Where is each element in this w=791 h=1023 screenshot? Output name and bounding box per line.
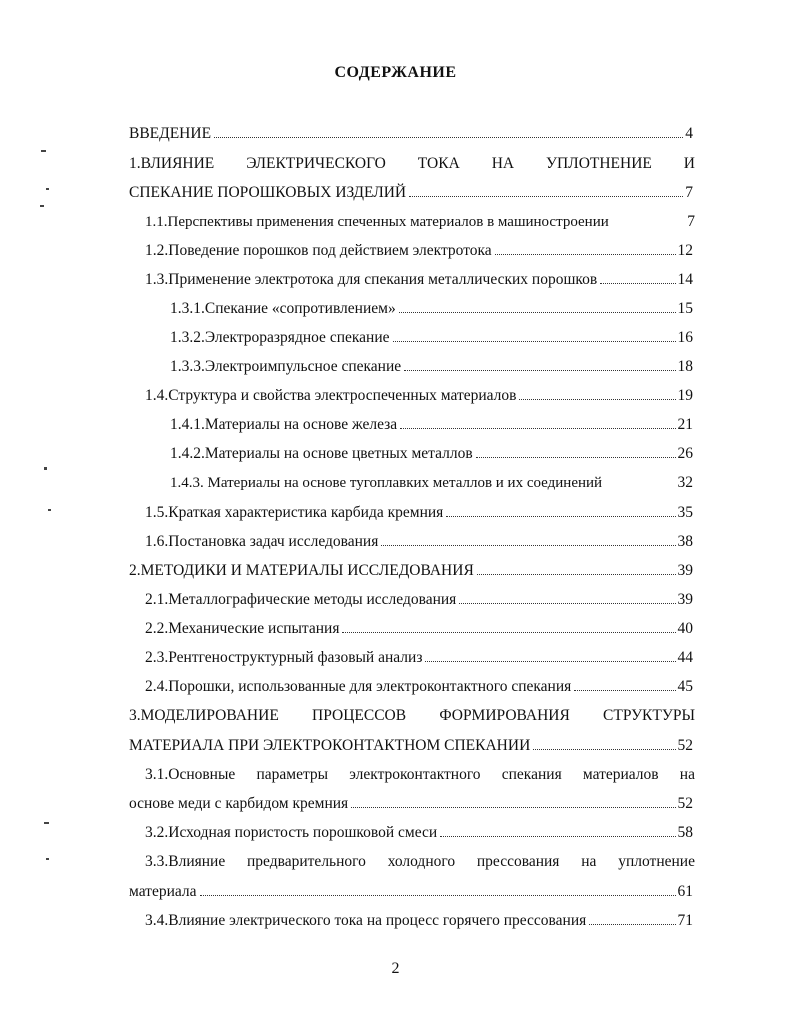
toc-entry-text: 2.2.Механические испытания	[145, 620, 340, 637]
toc-entry-1-1[interactable]	[145, 212, 695, 232]
word: 3.3.Влияние	[145, 853, 226, 870]
word: ЭЛЕКТРИЧЕСКОГО	[246, 155, 386, 172]
word: уплотнение	[618, 853, 695, 870]
word: НА	[491, 155, 515, 172]
toc-entry-3-1-line1[interactable]	[145, 765, 695, 785]
toc-entry-text: ВВЕДЕНИЕ	[129, 125, 212, 142]
dot-leader	[589, 923, 675, 925]
toc-entry-page: 52	[677, 795, 693, 812]
dot-leader	[425, 660, 675, 662]
word: ПРОЦЕССОВ	[312, 707, 407, 724]
toc-entry-text: материала	[129, 883, 197, 900]
toc-entry-1-6[interactable]	[145, 532, 693, 552]
toc-entry-3-1[interactable]	[129, 794, 693, 814]
dot-leader	[214, 136, 683, 138]
toc-entry-text: 1.4.3. Материалы на основе тугоплавких металлов и их соединений	[170, 475, 603, 491]
toc-entry-text: 1.4.Структура и свойства электроспеченных материалов	[145, 387, 517, 404]
toc-entry-text: 1.3.Применение электротока для спекания металлических порошков	[145, 271, 598, 288]
toc-entry-page: 45	[677, 678, 693, 695]
dot-leader	[409, 195, 683, 197]
page-number: 2	[391, 960, 400, 977]
dot-leader	[400, 427, 675, 429]
word: холодного	[387, 853, 456, 870]
toc-entry-1-3-2[interactable]	[170, 328, 693, 348]
scan-speck	[44, 822, 49, 824]
toc-entry-text: 3.2.Исходная пористость порошковой смеси	[145, 824, 438, 841]
scan-speck	[48, 509, 51, 511]
toc-entry-page: 58	[677, 824, 693, 841]
toc-entry-text: 1.5.Краткая характеристика карбида кремния	[145, 504, 444, 521]
dot-leader	[574, 689, 675, 691]
word: материалов	[582, 766, 659, 783]
toc-entry-page: 39	[677, 562, 693, 579]
dot-leader	[399, 311, 676, 313]
toc-entry-1-4-1[interactable]	[170, 415, 693, 435]
toc-entry-2-1[interactable]	[145, 590, 693, 610]
toc-entry-page: 18	[677, 358, 693, 375]
toc-entry-ch3-line1[interactable]	[129, 706, 695, 726]
toc-entry-1-4-3[interactable]	[170, 473, 693, 493]
toc-entry-page: 4	[685, 125, 693, 142]
toc-entry-text: 1.3.2.Электроразрядное спекание	[170, 329, 390, 346]
toc-entry-page: 7	[685, 184, 693, 201]
toc-entry-page: 26	[677, 445, 693, 462]
scan-speck	[46, 858, 49, 860]
toc-entry-text: основе меди с карбидом кремния	[129, 795, 349, 812]
toc-entry-text: 1.6.Постановка задач исследования	[145, 533, 379, 550]
word: 3.1.Основные	[145, 766, 236, 783]
scan-speck	[40, 205, 44, 207]
toc-entry-page: 61	[677, 883, 693, 900]
scan-speck	[46, 188, 49, 190]
toc-entry-page: 15	[677, 300, 693, 317]
toc-entry-1-3-3[interactable]	[170, 357, 693, 377]
toc-entry-3-3-line1[interactable]	[145, 852, 695, 872]
toc-entry-2-2[interactable]	[145, 619, 693, 639]
word: УПЛОТНЕНИЕ	[546, 155, 652, 172]
word: 1.ВЛИЯНИЕ	[129, 155, 215, 172]
toc-entry-page: 12	[677, 242, 693, 259]
toc-entry-1-5[interactable]	[145, 503, 693, 523]
toc-entry-2-3[interactable]	[145, 648, 693, 668]
scan-speck	[44, 467, 47, 470]
word: прессования	[476, 853, 560, 870]
toc-entry-1-3-1[interactable]	[170, 299, 693, 319]
scan-speck	[41, 150, 46, 152]
dot-leader	[393, 340, 676, 342]
dot-leader	[351, 806, 675, 808]
dot-leader	[495, 253, 676, 255]
toc-entry-text: 1.1.Перспективы применения спеченных материалов в машиностроении	[145, 214, 609, 230]
toc-entry-1-4-2[interactable]	[170, 444, 693, 464]
toc-entry-ch2[interactable]	[129, 561, 693, 581]
toc-entry-page: 44	[677, 649, 693, 666]
word: на	[581, 853, 597, 870]
toc-entry-text: СПЕКАНИЕ ПОРОШКОВЫХ ИЗДЕЛИЙ	[129, 184, 407, 201]
dot-leader	[381, 544, 675, 546]
toc-entry-text: 2.МЕТОДИКИ И МАТЕРИАЛЫ ИССЛЕДОВАНИЯ	[129, 562, 474, 579]
word: 3.МОДЕЛИРОВАНИЕ	[129, 707, 279, 724]
word: электроконтактного	[349, 766, 481, 783]
toc-entry-page: 32	[677, 474, 693, 491]
toc-entry-page: 40	[677, 620, 693, 637]
toc-entry-page: 21	[677, 416, 693, 433]
dot-leader	[477, 573, 676, 575]
dot-leader	[446, 515, 675, 517]
toc-entry-page: 39	[677, 591, 693, 608]
dot-leader	[476, 456, 676, 458]
page-title: СОДЕРЖАНИЕ	[334, 64, 457, 81]
toc-entry-1-4[interactable]	[145, 386, 693, 406]
dot-leader	[459, 602, 675, 604]
toc-entry-1-3[interactable]	[145, 270, 693, 290]
toc-entry-text: 2.3.Рентгеноструктурный фазовый анализ	[145, 649, 423, 666]
word: предварительного	[247, 853, 366, 870]
toc-entry-text: 1.2.Поведение порошков под действием электротока	[145, 242, 492, 259]
toc-entry-page: 52	[677, 737, 693, 754]
toc-entry-2-4[interactable]	[145, 677, 693, 697]
toc-entry-3-2[interactable]	[145, 823, 693, 843]
toc-entry-page: 14	[677, 271, 693, 288]
dot-leader	[600, 282, 675, 284]
toc-entry-intro[interactable]	[129, 124, 693, 144]
toc-entry-text: МАТЕРИАЛА ПРИ ЭЛЕКТРОКОНТАКТНОМ СПЕКАНИИ	[129, 737, 531, 754]
word: ТОКА	[417, 155, 460, 172]
dot-leader	[404, 369, 675, 371]
dot-leader	[533, 748, 675, 750]
toc-entry-text: 2.1.Металлографические методы исследования	[145, 591, 457, 608]
toc-entry-page: 38	[677, 533, 693, 550]
toc-entry-ch1[interactable]	[129, 183, 693, 203]
toc-entry-page: 19	[677, 387, 693, 404]
word: на	[679, 766, 695, 783]
word: параметры	[256, 766, 329, 783]
toc-entry-text: 1.4.2.Материалы на основе цветных металлов	[170, 445, 473, 462]
toc-entry-text: 1.3.1.Спекание «сопротивлением»	[170, 300, 396, 317]
dot-leader	[440, 835, 675, 837]
dot-leader	[519, 398, 675, 400]
toc-entry-text: 1.4.1.Материалы на основе железа	[170, 416, 398, 433]
toc-entry-ch3[interactable]	[129, 736, 693, 756]
toc-entry-text: 3.4.Влияние электрического тока на процесс горячего прессования	[145, 912, 587, 929]
dot-leader	[200, 894, 676, 896]
word: ФОРМИРОВАНИЯ	[439, 707, 570, 724]
toc-entry-text: 1.3.3.Электроимпульсное спекание	[170, 358, 402, 375]
toc-entry-page: 35	[677, 504, 693, 521]
toc-entry-ch1-line1[interactable]	[129, 154, 695, 174]
toc-entry-page: 71	[677, 912, 693, 929]
word: И	[683, 155, 695, 172]
toc-entry-3-3[interactable]	[129, 882, 693, 902]
dot-leader	[342, 631, 675, 633]
toc-entry-page: 16	[677, 329, 693, 346]
word: СТРУКТУРЫ	[603, 707, 695, 724]
toc-entry-page: 7	[687, 213, 695, 230]
toc-entry-1-2[interactable]	[145, 241, 693, 261]
toc-entry-text: 2.4.Порошки, использованные для электроконтактного спекания	[145, 678, 572, 695]
word: спекания	[501, 766, 562, 783]
toc-entry-3-4[interactable]	[145, 911, 693, 931]
